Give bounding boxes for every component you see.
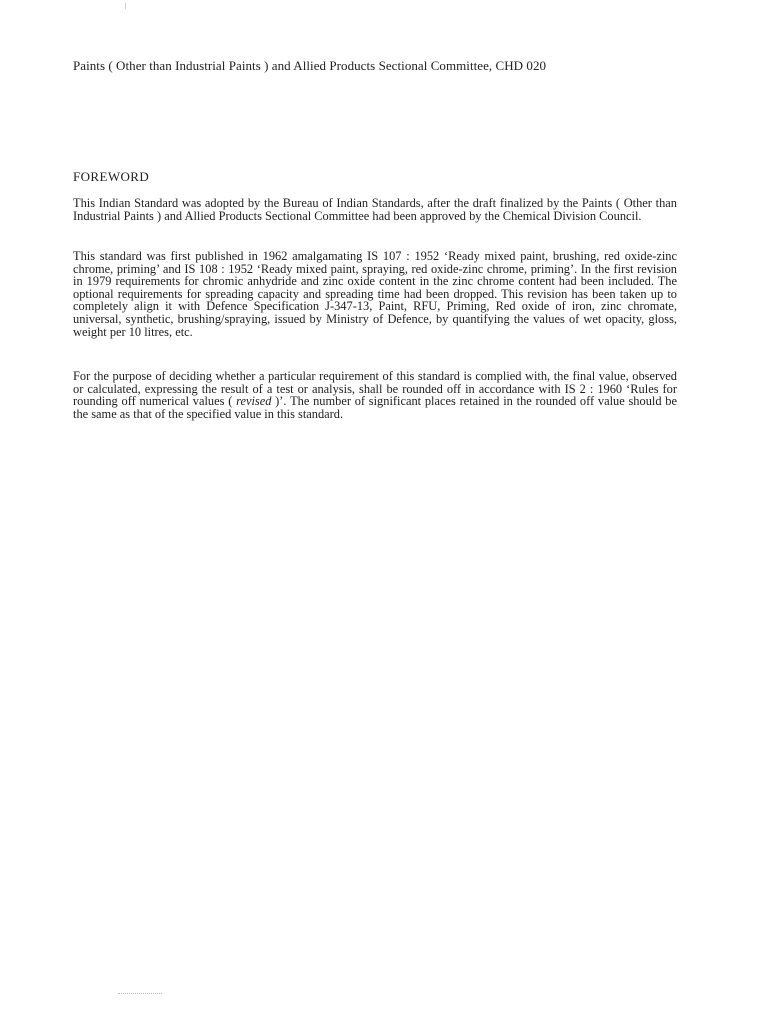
foreword-paragraph-1: This Indian Standard was adopted by the Bureau of Indian Standards, after the draft finalized by the Paints ( Other than Industrial Paints ) and Allied Products Sectional Committee had been approved by the Chemical Division Council. [73, 196, 677, 223]
scan-speck [118, 993, 162, 996]
committee-title: Paints ( Other than Industrial Paints ) and Allied Products Sectional Committee, CHD 020 [73, 58, 547, 73]
foreword-paragraph-3 [73, 370, 677, 420]
paragraph-3-text-end: )’. The number of significant places retained in the rounded off value should be the same as that of the specified value in this standard. [73, 394, 677, 421]
paragraph-3-text-start: For the purpose of deciding whether a particular requirement of this standard is complied with, the final value, observed or calculated, expressing the result of a test or analysis, shall be rounded off in accordance with IS 2 : 1960 ‘Rules for rounding off numerical values ( [73, 369, 677, 409]
paragraph-3-italic-revised: revised [236, 394, 272, 409]
foreword-paragraph-2: This standard was first published in 1962 amalgamating IS 107 : 1952 ‘Ready mixed paint, brushing, red oxide-zinc chrome, priming’ and IS 108 : 1952 ‘Ready mixed paint, spraying, red oxide-zinc chrome, priming’. In the first revision in 1979 requirements for chromic anhydride and zinc oxide content in the zinc chrome content had been included. The optional requirements for spreading capacity and spreading time had been dropped. This revision has been taken up to completely align it with Defence Specification J-347-13, Paint, RFU, Priming, Red oxide of iron, zinc chromate, universal, synthetic, brushing/spraying, issued by Ministry of Defence, by quantifying the values of wet opacity, gloss, weight per 10 litres, etc. [73, 249, 677, 339]
foreword-heading: FOREWORD [73, 169, 150, 184]
scan-mark [125, 3, 126, 9]
